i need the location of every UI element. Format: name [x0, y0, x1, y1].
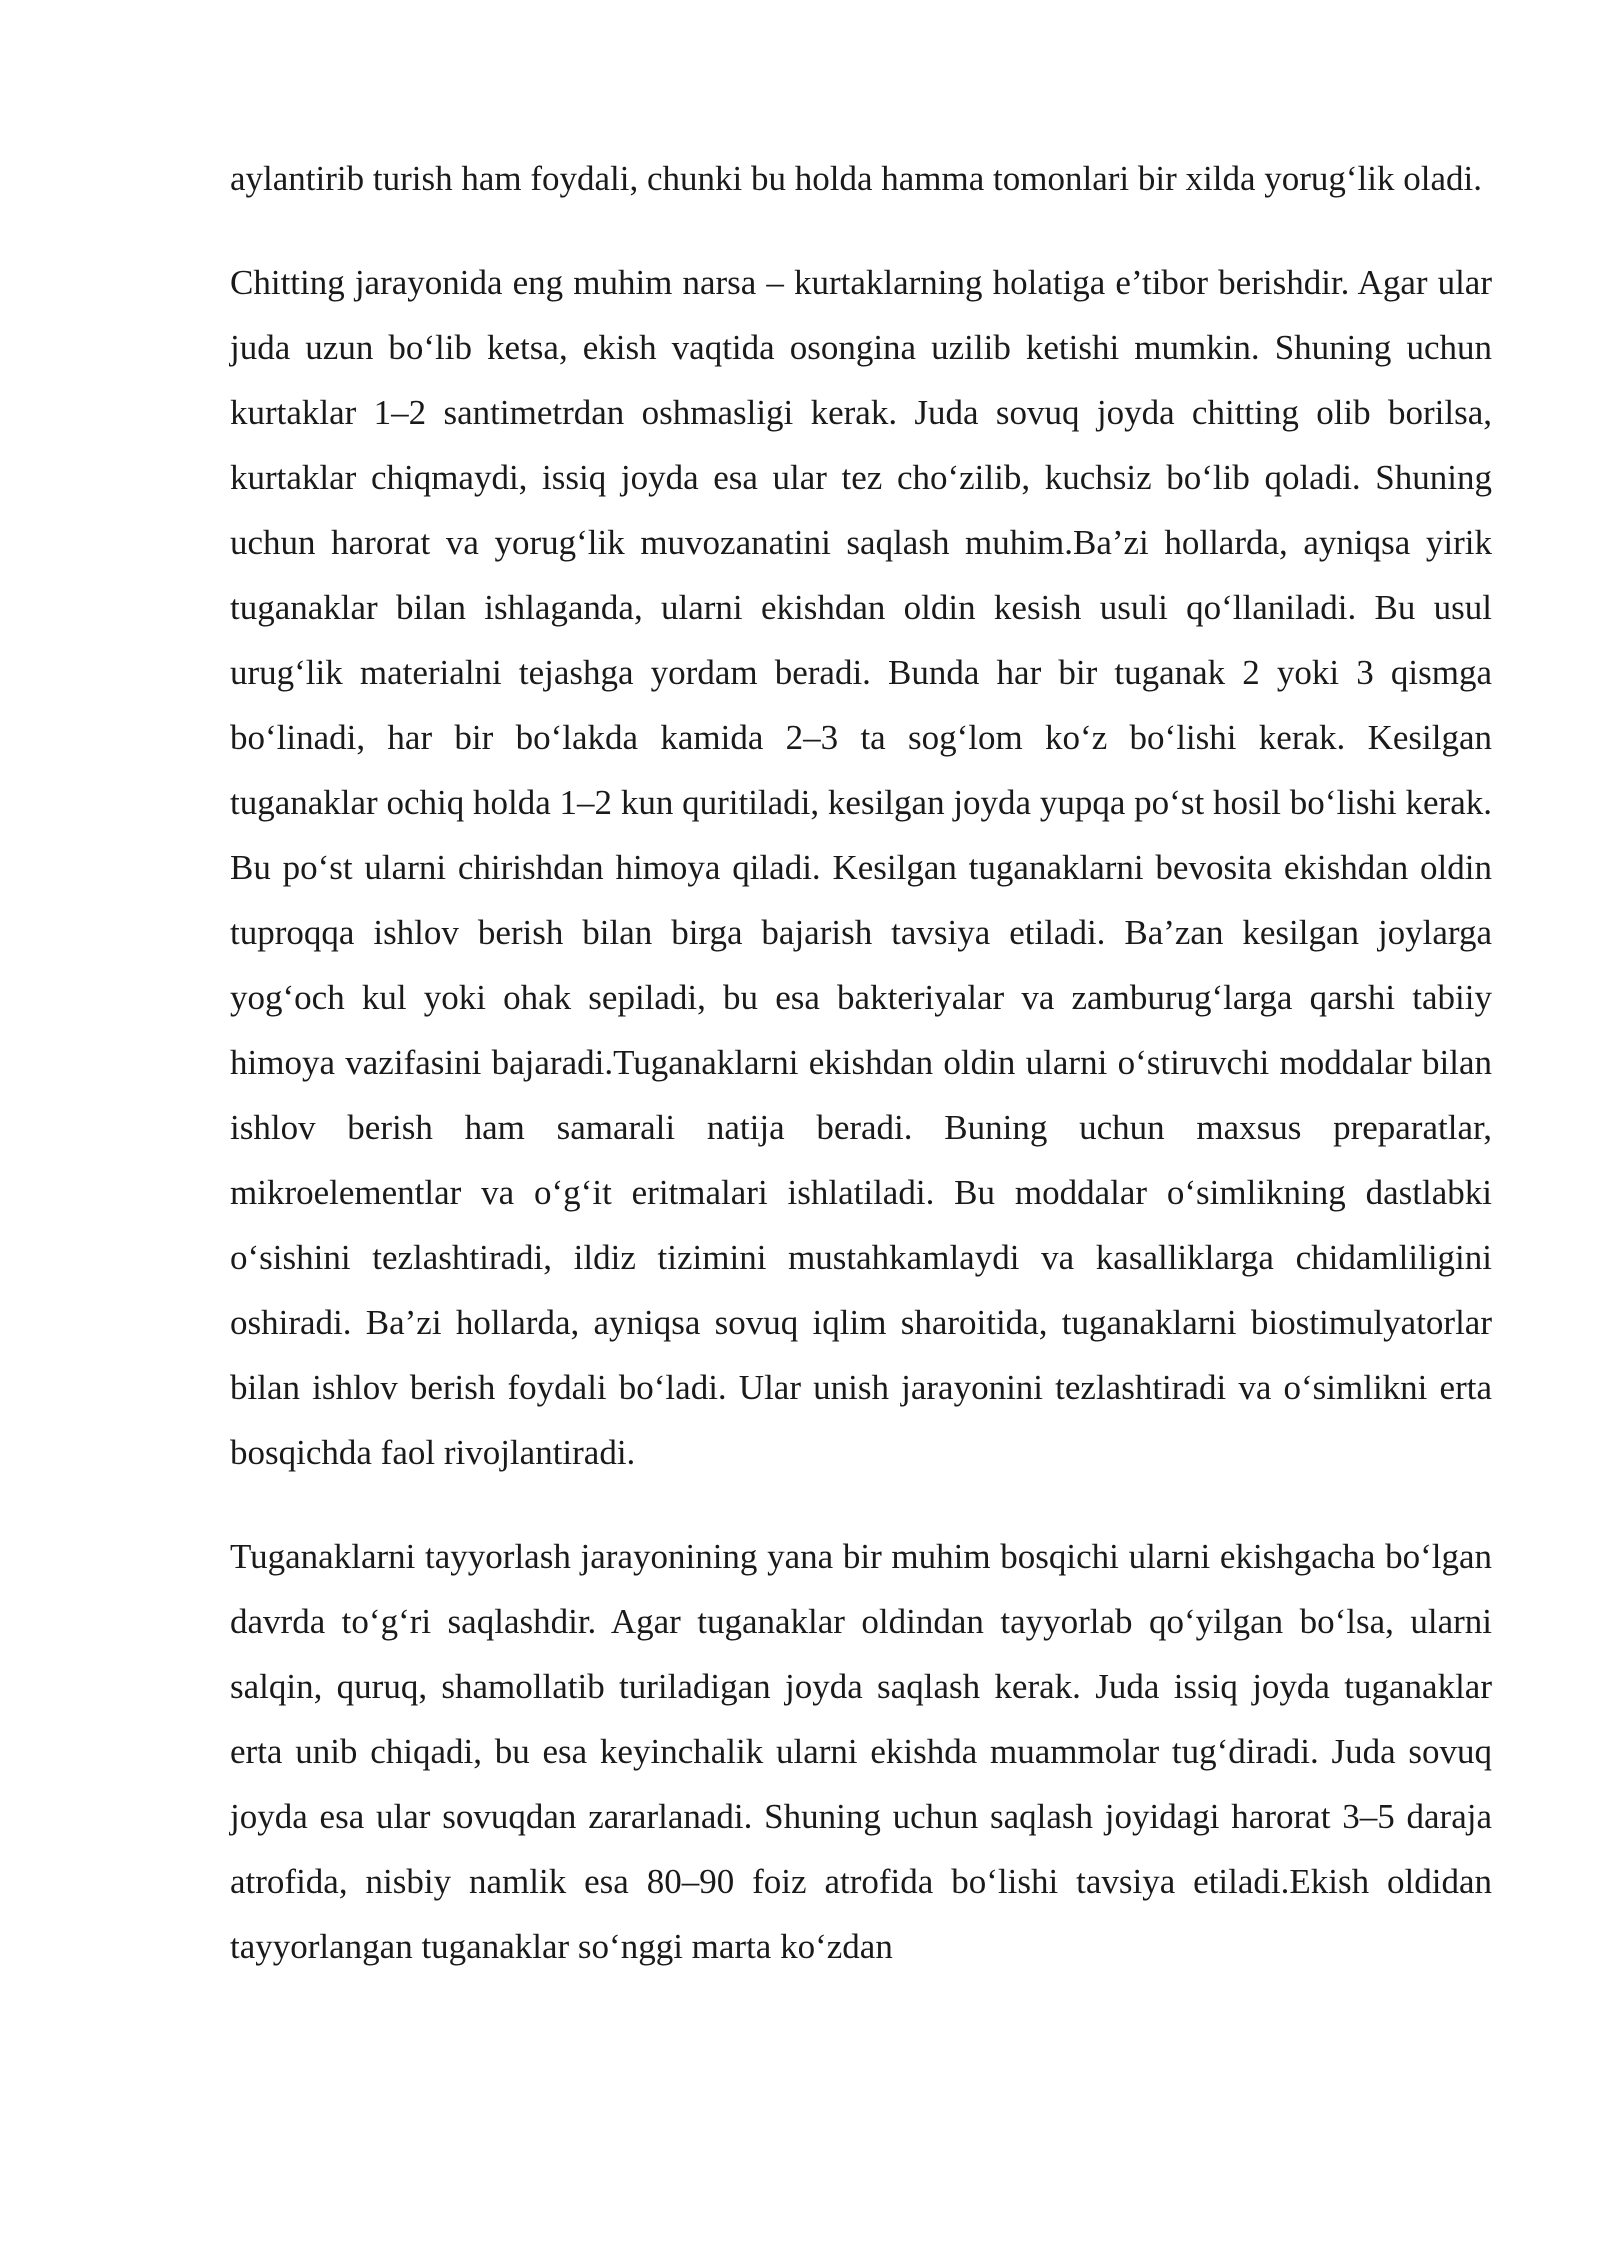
paragraph-3: Tuganaklarni tayyorlash jarayonining yana bir muhim bosqichi ularni ekishgacha bo‘lgan davrda to‘g‘ri saqlashdir. Agar tuganaklar oldindan tayyorlab qo‘yilgan bo‘lsa, ularni salqin, quruq, shamollatib turiladigan joyda saqlash kerak. Juda issiq joyda tuganaklar erta unib chiqadi, bu esa keyinchalik ularni ekishda muammolar tug‘diradi. Juda sovuq joyda esa ular sovuqdan zararlanadi. Shuning uchun saqlash joyidagi harorat 3–5 daraja atrofida, nisbiy namlik esa 80–90 foiz atrofida bo‘lishi tavsiya etiladi.Ekish oldidan tayyorlangan tuganaklar so‘nggi marta ko‘zdan: [230, 1537, 1492, 1966]
paragraph-1: aylantirib turish ham foydali, chunki bu holda hamma tomonlari bir xilda yorug‘lik oladi.: [230, 159, 1482, 198]
paragraph-2: Chitting jarayonida eng muhim narsa – kurtaklarning holatiga e’tibor berishdir. Agar ular juda uzun bo‘lib ketsa, ekish vaqtida osongina uzilib ketishi mumkin. Shuning uchun kurtaklar 1–2 santimetrdan oshmasligi kerak. Juda sovuq joyda chitting olib borilsa, kurtaklar chiqmaydi, issiq joyda esa ular tez cho‘zilib, kuchsiz bo‘lib qoladi. Shuning uchun harorat va yorug‘lik muvozanatini saqlash muhim.Ba’zi hollarda, ayniqsa yirik tuganaklar bilan ishlaganda, ularni ekishdan oldin kesish usuli qo‘llaniladi. Bu usul urug‘lik materialni tejashga yordam beradi. Bunda har bir tuganak 2 yoki 3 qismga bo‘linadi, har bir bo‘lakda kamida 2–3 ta sog‘lom ko‘z bo‘lishi kerak. Kesilgan tuganaklar ochiq holda 1–2 kun quritiladi, kesilgan joyda yupqa po‘st hosil bo‘lishi kerak. Bu po‘st ularni chirishdan himoya qiladi. Kesilgan tuganaklarni bevosita ekishdan oldin tuproqqa ishlov berish bilan birga bajarish tavsiya etiladi. Ba’zan kesilgan joylarga yog‘och kul yoki ohak sepiladi, bu esa bakteriyalar va zamburug‘larga qarshi tabiiy himoya vazifasini bajaradi.Tuganaklarni ekishdan oldin ularni o‘stiruvchi moddalar bilan ishlov berish ham samarali natija beradi. Buning uchun maxsus preparatlar, mikroelementlar va o‘g‘it eritmalari ishlatiladi. Bu moddalar o‘simlikning dastlabki o‘sishini tezlashtiradi, ildiz tizimini mustahkamlaydi va kasalliklarga chidamliligini oshiradi. Ba’zi hollarda, ayniqsa sovuq iqlim sharoitida, tuganaklarni biostimulyatorlar bilan ishlov berish foydali bo‘ladi. Ular unish jarayonini tezlashtiradi va o‘simlikni erta bosqichda faol rivojlantiradi.: [230, 263, 1492, 1472]
body-text: [230, 146, 1492, 2018]
